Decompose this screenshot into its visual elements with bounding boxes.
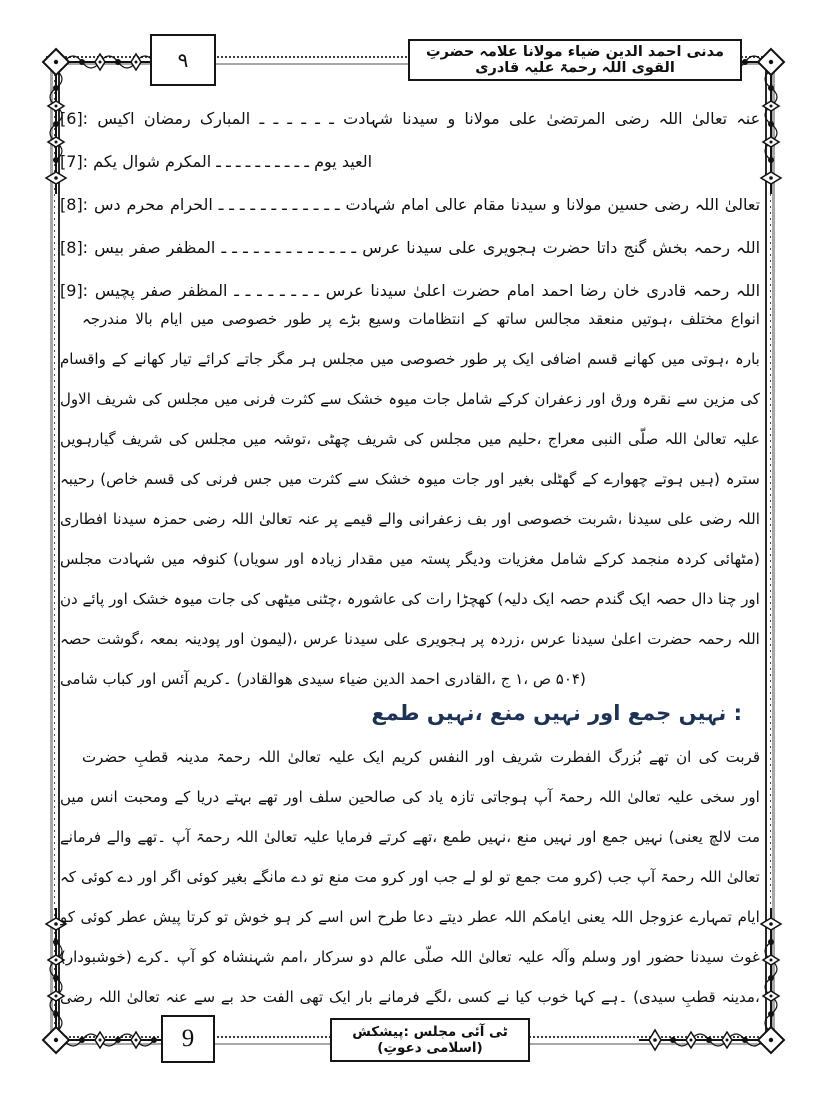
header-page-number-box xyxy=(150,34,216,86)
list-item-8b: [8]: بیس صفر المظفر ـ ـ ـ ـ ـ ـ ـ ـ ـ ـ ـ ـ ـ عرس سیدنا علی ہجویری حضرت داتا گنج بخش رحمہ اللہ xyxy=(60,238,760,257)
list-item-7: [7]: یکم شوال المکرم ـ ـ ـ ـ ـ ـ ـ ـ ـ ـ یوم العید xyxy=(60,152,373,171)
paragraph-qutb-e-madina xyxy=(60,737,760,1017)
paragraph-line: کہ کوئی دے اور اگر کوئی بغیر مانگے دے تو منع مت کرو اور جب لے لو تو جمع مت کرو) جب آپ رحمۃ اللہ تعالیٰ xyxy=(60,868,760,886)
header-title-box xyxy=(408,39,742,81)
paragraph-line: مندرجہ بالا ایام میں خصوصی طور پر بڑے وسیع انتظامات کے ساتھ مجالس منعقد ہوتیں، مختلف انواع xyxy=(82,310,760,328)
right-border xyxy=(765,62,775,1038)
left-border xyxy=(50,62,60,1038)
paragraph-majalis xyxy=(60,299,760,699)
footer-page-number: 9 xyxy=(181,1025,195,1052)
header-page-number: ٩ xyxy=(177,48,189,72)
paragraph-line: میں انس ومحبت کے دریا بہتے تھے اور سلف صالحین کی یاد تازہ ہوجاتی آپ رحمۃ اللہ تعالیٰ علیہ سخی اور xyxy=(60,788,760,806)
paragraph-line: (خوشبودار) کرے۔ آپ کو شہنشاہ امم، سرکار دو عالم صلّی اللہ تعالیٰ علیہ وآلہ وسلم اور حضور سیدنا غوث xyxy=(60,948,760,966)
paragraph-line: کو کوئی عطر پیش کرتا تو خوش ہو کر اسے اس طرح دعا دیتے عطر اللہ ایامکم یعنی اللہ عزوجل تمہارے ایام xyxy=(60,908,760,926)
paragraph-line: الاول شریف کی مجلس میں فرنی کثرت سے خشک میوہ جات شامل کرکے زعفران اور ورق نقرہ سے مزین کی xyxy=(60,390,760,408)
list-item-6: [6]: اکیس رمضان المبارک ـ ـ ـ ـ ـ ـ شہادت سیدنا و مولانا علی المرتضیٰ رضی اللہ تعالیٰ عنہ xyxy=(60,109,760,128)
paragraph-line: فرمانے والے تھے۔ آپ رحمۃ اللہ تعالیٰ علیہ فرمایا کرتے تھے، طمع نہیں، منع نہیں اور جمع نہیں (یعنی لالچ مت xyxy=(60,828,760,846)
footer-publisher-box xyxy=(330,1018,530,1062)
paragraph-line: دن پائے اور خشک میوہ جات کی میٹھی چٹنی، عاشورہ کی رات کھچڑا (دلیہ ایک حصہ گندم ایک حصہ دال چنا اور xyxy=(60,590,760,608)
paragraph-line: رحیبہ (خاص قسم کی فرنی جس میں کثرت سے خشک میوہ جات اور بغیر گھٹلی کے چھوارے ہوتے ہیں) سترہ xyxy=(60,470,760,488)
footer-publisher: پیشکش: مجلس آئی ٹی (دعوتِ اسلامی) xyxy=(352,1024,508,1056)
citation-line: شامی کباب اور آئس کریم۔ (ھوالقادر سیدی ضیاء الدین احمد القادری، ج ۱، ص ۵۰۴) xyxy=(60,670,586,688)
paragraph-line: گیارہویں شریف کی مجلس میں توشہ، چھٹی شریف کی مجلس میں حلیم، معراج النبی صلّی اللہ تعالیٰ علیہ xyxy=(60,430,760,448)
paragraph-line: واقسام کے کھانے تیار کرائے جاتے مگر ہر مجلس میں خصوصی طور پر ایک اضافی قسم کھانے میں ہوتی، بارہ xyxy=(60,350,760,368)
paragraph-line: افطاری سیدنا حمزہ رضی اللہ تعالیٰ عنہ پر قیمے والے زعفرانی بف اور خصوصی شربت، سیدنا علی رضی اللہ xyxy=(60,510,760,528)
citation-line: رضی اللہ تعالیٰ عنہ سے بے حد الفت تھی ایک بار فرمانے لگے، کسی نے کیا خوب کہا ہے۔ (سیدی قطبِ مدینہ، xyxy=(60,988,760,1006)
list-item-9: [9]: پچیس صفر المظفر ـ ـ ـ ـ ـ ـ ـ ـ عرس سیدنا اعلیٰ حضرت امام احمد رضا خان قادری رحمہ اللہ xyxy=(60,281,760,300)
paragraph-line: حضرت قطبِ مدینہ رحمۃ اللہ تعالیٰ علیہ ایک کریم النفس اور شریف الفطرت بُزرگ تھے ان کی قربت xyxy=(82,748,760,766)
paragraph-line: حصہ گوشت، بمعہ پودینہ اور لیمون)، عرس سیدنا علی ہجویری پر زردہ، عرس سیدنا اعلیٰ حضرت رحمہ اللہ xyxy=(60,630,760,648)
header-title: حضرتِ علامہ مولانا ضیاء الدین احمد مدنی قادری علیہ رحمۃ اللہ القوی xyxy=(426,44,724,76)
events-list xyxy=(60,97,760,312)
paragraph-line: مجلس شہادت میں کنوفہ (سویاں اور زیادہ مقدار میں پستہ ودیگر مغزیات شامل کرکے منجمد کردہ مٹھائی) xyxy=(60,550,760,568)
list-item-8a: [8]: دس محرم الحرام ـ ـ ـ ـ ـ ـ ـ ـ ـ ـ ـ ـ شہادت امام عالی مقام سیدنا و مولانا حسین رضی اللہ تعالیٰ xyxy=(60,195,760,214)
section-heading: طمع نہیں، منع نہیں اور جمع نہیں : xyxy=(371,701,742,725)
footer-page-number-box xyxy=(161,1015,215,1063)
